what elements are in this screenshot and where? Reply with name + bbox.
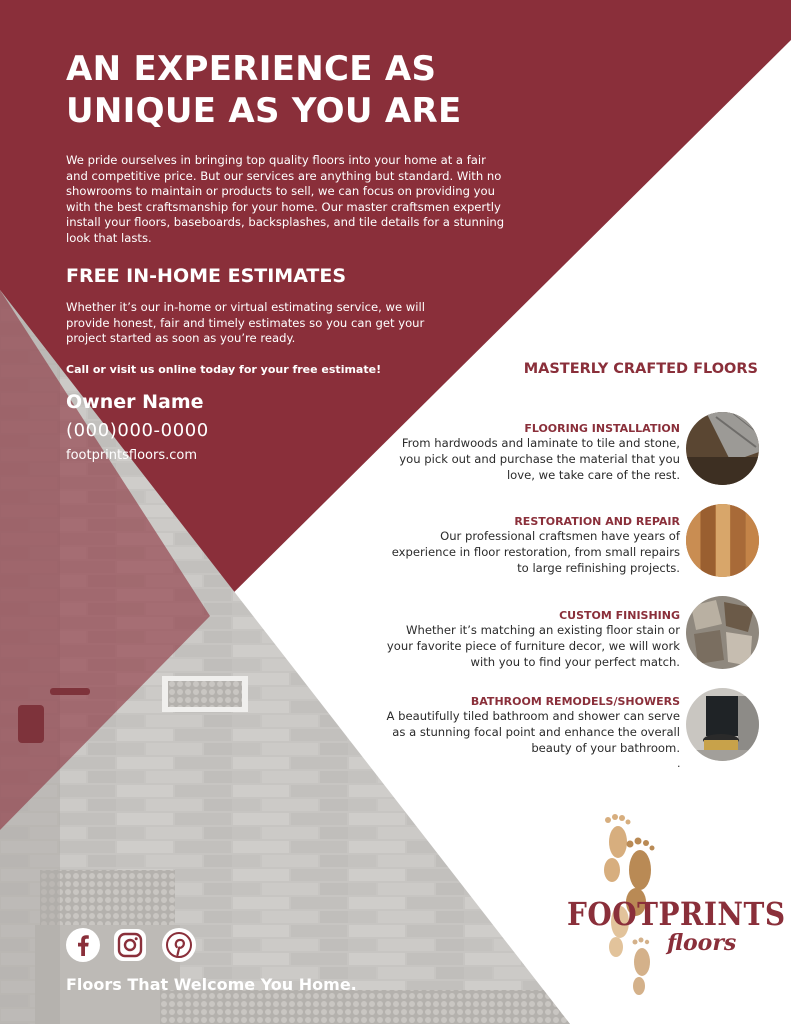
service-description: Our professional craftsmen have years of experience in floor restoration, from small repairs to large refinishing projects. bbox=[391, 529, 680, 575]
logo-wordmark: FOOTPRINTS bbox=[567, 896, 786, 933]
tagline: Floors That Welcome You Home. bbox=[66, 975, 357, 994]
service-description: Whether it’s matching an existing floor stain or your favorite piece of furniture decor, we will work with you to find your perfect match. bbox=[386, 623, 680, 669]
service-description: A beautifully tiled bathroom and shower can serve as a stunning focal point and enhance the overall beauty of your bathroom. bbox=[386, 709, 680, 755]
stray-period: . bbox=[677, 757, 681, 770]
service-description: From hardwoods and laminate to tile and stone, you pick out and purchase the material that you love, we take care of the rest. bbox=[399, 436, 680, 482]
logo-subtitle: floors bbox=[667, 930, 737, 956]
stone-tile-photo-icon bbox=[686, 596, 759, 669]
owner-name: Owner Name bbox=[66, 391, 204, 413]
service-item bbox=[380, 421, 680, 483]
wood-floor-photo-icon bbox=[686, 504, 759, 577]
phone-number[interactable]: (000)000-0000 bbox=[66, 420, 209, 441]
service-item bbox=[380, 514, 680, 576]
service-title: BATHROOM REMODELS/SHOWERS bbox=[470, 695, 680, 708]
service-title: FLOORING INSTALLATION bbox=[524, 422, 680, 435]
facebook-icon[interactable] bbox=[66, 928, 100, 962]
estimates-paragraph: Whether it’s our in-home or virtual estimating service, we will provide honest, fair and timely estimates so you can get your project started as soon as you’re ready. bbox=[66, 300, 425, 346]
call-to-action: Call or visit us online today for your free estimate! bbox=[66, 363, 382, 376]
services-heading: MASTERLY CRAFTED FLOORS bbox=[523, 361, 758, 377]
tile-install-photo-icon bbox=[686, 412, 759, 485]
pinterest-icon[interactable] bbox=[162, 928, 196, 962]
website-link[interactable]: footprintsfloors.com bbox=[66, 448, 198, 463]
service-title: CUSTOM FINISHING bbox=[559, 609, 680, 622]
service-item bbox=[380, 608, 680, 670]
page-title: AN EXPERIENCE AS UNIQUE AS YOU ARE bbox=[66, 49, 462, 131]
instagram-icon[interactable] bbox=[113, 928, 147, 962]
estimates-heading: FREE IN-HOME ESTIMATES bbox=[66, 265, 347, 287]
service-title: RESTORATION AND REPAIR bbox=[514, 515, 680, 528]
bathroom-photo-icon bbox=[686, 688, 759, 761]
service-item bbox=[380, 694, 680, 756]
intro-paragraph: We pride ourselves in bringing top quality floors into your home at a fair and competitive price. But our services are anything but standard. With no showrooms to maintain or products to sell, we can focus on providing you with the best craftsmanship for your home. Our master craftsmen expertly install your floors, baseboards, backsplashes, and tile details for a stunning look that lasts. bbox=[66, 153, 505, 245]
